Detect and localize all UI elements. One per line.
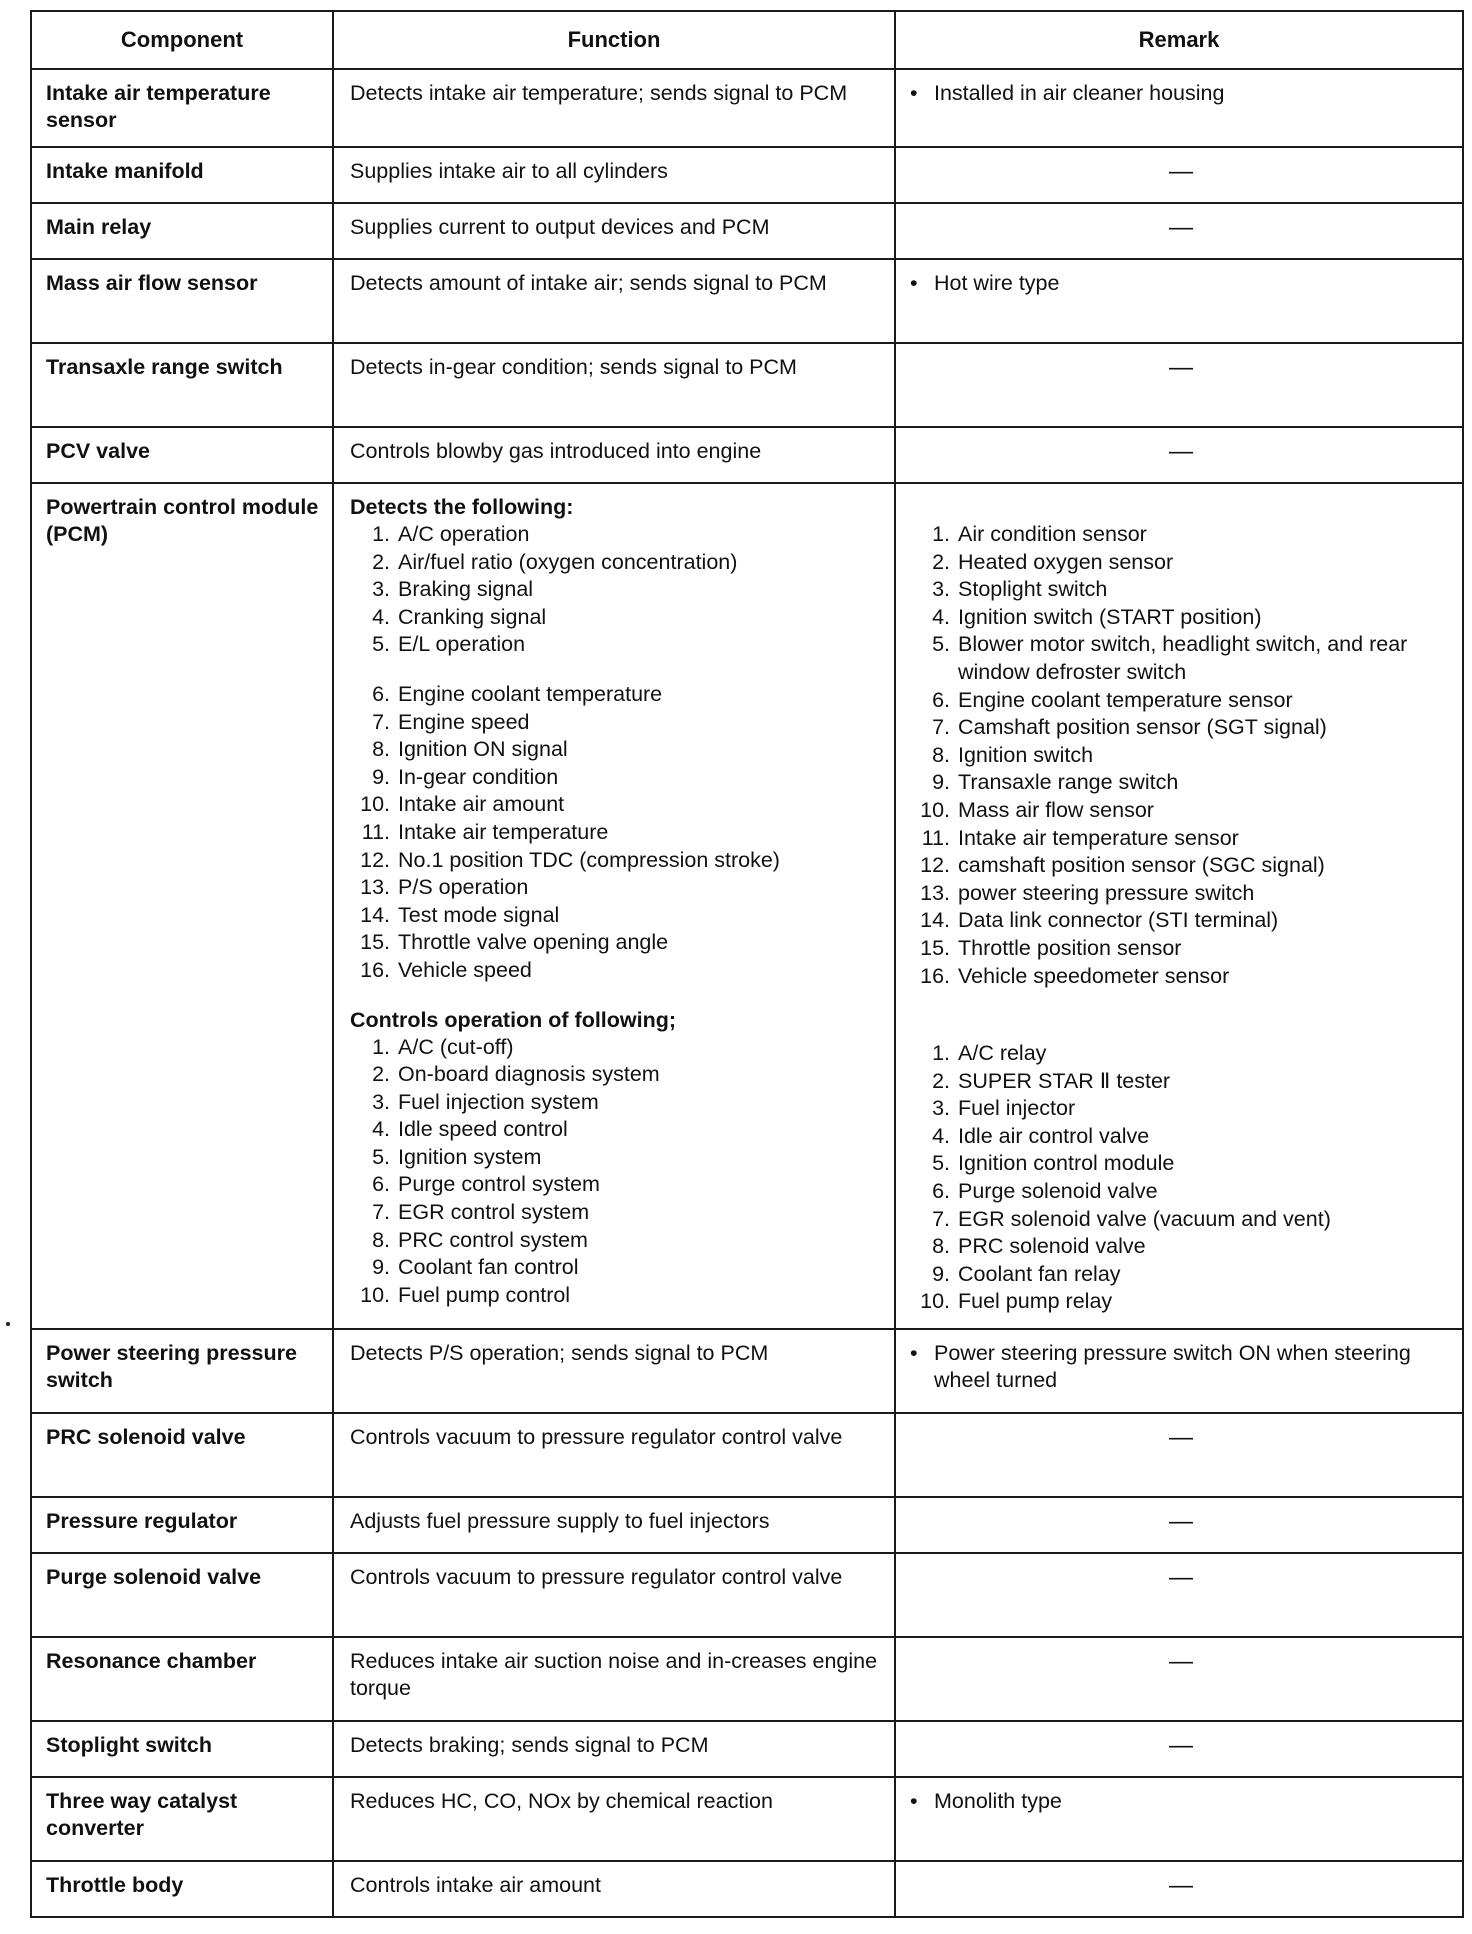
component-cell: Powertrain control module (PCM) [31, 483, 333, 1329]
component-cell: Intake manifold [31, 147, 333, 203]
table-row [31, 1329, 1463, 1413]
list-item-number: 1. [932, 1041, 950, 1066]
list-item-number: 13. [360, 875, 390, 900]
list-item-number: 3. [372, 577, 390, 602]
list-item [350, 1227, 884, 1255]
component-cell: Mass air flow sensor [31, 259, 333, 343]
table-row [31, 427, 1463, 483]
list-item-text: Vehicle speedometer sensor [958, 963, 1230, 988]
list-item-number: 15. [920, 935, 950, 960]
list-item-number: 2. [932, 549, 950, 574]
list-item [350, 1254, 884, 1282]
list-item-text: Test mode signal [398, 902, 560, 927]
list-item-text: Fuel pump relay [958, 1289, 1113, 1314]
list-item [350, 576, 884, 604]
pcm-detects-list [350, 521, 884, 659]
list-item [350, 847, 884, 875]
list-item-text: Engine coolant temperature sensor [958, 687, 1293, 712]
function-cell: Detects amount of intake air; sends signal to PCM [333, 259, 895, 343]
list-item-text: A/C relay [958, 1041, 1047, 1066]
pcm-detect-sources-list [910, 521, 1452, 990]
list-item-text: Mass air flow sensor [958, 797, 1154, 822]
list-item-text: Vehicle speed [398, 957, 532, 982]
list-item [910, 963, 1452, 991]
list-item [910, 880, 1452, 908]
table-row [31, 1861, 1463, 1917]
pcm-function-cell [333, 483, 895, 1329]
pcm-controls-list [350, 1034, 884, 1310]
remark-dash: — [895, 203, 1463, 259]
list-item-number: 13. [920, 880, 950, 905]
list-item [910, 714, 1452, 742]
list-item [350, 521, 884, 549]
table-row [31, 1637, 1463, 1721]
list-item [350, 549, 884, 577]
remark-dash: — [895, 1861, 1463, 1917]
list-item-text: No.1 position TDC (compression stroke) [398, 847, 780, 872]
component-cell: Transaxle range switch [31, 343, 333, 427]
remark-text: Monolith type [934, 1789, 1062, 1814]
list-item [350, 874, 884, 902]
list-item-number: 5. [372, 632, 390, 657]
list-item-number: 7. [372, 1200, 390, 1225]
list-item-number: 15. [360, 930, 390, 955]
list-item-text: Fuel injection system [398, 1089, 599, 1114]
list-item-text: E/L operation [398, 632, 526, 657]
list-item-text: Intake air temperature [398, 819, 609, 844]
list-item [910, 1233, 1452, 1261]
remark-text: Installed in air cleaner housing [934, 81, 1225, 105]
list-item-text: Ignition ON signal [398, 737, 568, 762]
list-item-number: 7. [372, 709, 390, 734]
table-row [31, 1553, 1463, 1637]
function-cell: Detects intake air temperature; sends signal to PCM [333, 69, 895, 147]
table-row-pcm [31, 483, 1463, 1329]
list-item-number: 8. [932, 1234, 950, 1259]
function-cell: Reduces intake air suction noise and in-creases engine torque [333, 1637, 895, 1721]
list-item [910, 1150, 1452, 1178]
list-item-number: 3. [372, 1089, 390, 1114]
list-item-number: 6. [932, 687, 950, 712]
list-item [910, 769, 1452, 797]
list-item-text: Throttle valve opening angle [398, 930, 669, 955]
list-item-text: Purge control system [398, 1172, 600, 1197]
component-cell: Three way catalyst converter [31, 1777, 333, 1861]
list-item-number: 7. [932, 715, 950, 740]
list-item-text: Coolant fan control [398, 1255, 579, 1280]
list-item-text: Intake air temperature sensor [958, 825, 1239, 850]
list-item-text: Air/fuel ratio (oxygen concentration) [398, 549, 738, 574]
list-item-number: 11. [921, 825, 950, 850]
list-item-number: 14. [360, 902, 390, 927]
remark-dash: — [895, 1637, 1463, 1721]
remark-dash: — [895, 343, 1463, 427]
list-item [350, 957, 884, 985]
list-item-number: 8. [932, 742, 950, 767]
list-item [910, 935, 1452, 963]
list-item [350, 902, 884, 930]
list-item [350, 1116, 884, 1144]
list-item-text: SUPER STAR Ⅱ tester [958, 1068, 1171, 1093]
list-item-number: 9. [932, 1261, 950, 1286]
list-item [350, 681, 884, 709]
component-cell: Stoplight switch [31, 1721, 333, 1777]
list-item-number: 12. [360, 847, 390, 872]
component-cell: Purge solenoid valve [31, 1553, 333, 1637]
list-item [910, 687, 1452, 715]
table-row [31, 343, 1463, 427]
list-item [350, 1171, 884, 1199]
list-item-number: 8. [372, 1227, 390, 1252]
component-cell: Power steering pressure switch [31, 1329, 333, 1413]
remark-dash: — [895, 1497, 1463, 1553]
controls-heading: Controls operation of following; [350, 1007, 677, 1032]
list-item [910, 797, 1452, 825]
remark-dash: — [895, 147, 1463, 203]
list-item-text: Ignition switch [958, 742, 1094, 767]
table-row [31, 259, 1463, 343]
header-component: Component [31, 11, 333, 69]
remark-cell: • Monolith type [895, 1777, 1463, 1861]
list-item-text: power steering pressure switch [958, 880, 1255, 905]
scan-speck [6, 1322, 10, 1326]
remark-text: Hot wire type [934, 271, 1060, 295]
list-item-text: Ignition system [398, 1144, 542, 1169]
function-cell: Detects P/S operation; sends signal to PCM [333, 1329, 895, 1413]
list-item-number: 12. [920, 853, 950, 878]
list-item-text: Idle speed control [398, 1117, 568, 1142]
function-cell: Detects in-gear condition; sends signal to PCM [333, 343, 895, 427]
list-item [350, 1144, 884, 1172]
list-item-number: 10. [360, 1282, 390, 1307]
function-cell: Controls vacuum to pressure regulator control valve [333, 1413, 895, 1497]
list-item-number: 11. [361, 819, 390, 844]
list-item-number: 10. [920, 797, 950, 822]
list-item [910, 742, 1452, 770]
list-item-text: PRC solenoid valve [958, 1234, 1146, 1259]
list-item-text: Intake air amount [398, 792, 565, 817]
list-item-text: Cranking signal [398, 604, 547, 629]
list-item-number: 5. [932, 632, 950, 657]
list-item-number: 2. [372, 1062, 390, 1087]
component-cell: Intake air temperature sensor [31, 69, 333, 147]
list-item [910, 1206, 1452, 1234]
remark-cell: • Hot wire type [895, 259, 1463, 343]
list-item [910, 1123, 1452, 1151]
list-item-number: 9. [372, 764, 390, 789]
list-item [910, 1288, 1452, 1316]
list-item-number: 14. [920, 908, 950, 933]
table-row [31, 147, 1463, 203]
list-item-text: Engine coolant temperature [398, 681, 663, 706]
list-item-number: 16. [360, 957, 390, 982]
list-item-text: Stoplight switch [958, 577, 1108, 602]
list-item-number: 6. [372, 1172, 390, 1197]
list-item-number: 1. [372, 1034, 390, 1059]
table-row [31, 203, 1463, 259]
list-item-number: 5. [932, 1151, 950, 1176]
remark-dash: — [895, 1553, 1463, 1637]
list-item-text: Data link connector (STI terminal) [958, 908, 1279, 933]
list-item-number: 1. [372, 522, 390, 546]
component-cell: Resonance chamber [31, 1637, 333, 1721]
list-item-text: Engine speed [398, 709, 530, 734]
list-item [350, 819, 884, 847]
list-item [910, 631, 1452, 686]
table-row [31, 1497, 1463, 1553]
component-cell: PRC solenoid valve [31, 1413, 333, 1497]
remark-cell: • Power steering pressure switch ON when steering wheel turned [895, 1329, 1463, 1413]
list-item [350, 709, 884, 737]
list-item-number: 7. [932, 1206, 950, 1231]
list-item [350, 1061, 884, 1089]
list-item [910, 907, 1452, 935]
list-item-number: 3. [932, 577, 950, 602]
list-item [350, 604, 884, 632]
list-item-number: 6. [372, 681, 390, 706]
detects-heading: Detects the following: [350, 495, 574, 519]
list-item-text: A/C operation [398, 522, 530, 546]
list-item-number: 6. [932, 1179, 950, 1204]
list-item-number: 9. [932, 770, 950, 795]
list-item-number: 1. [932, 522, 950, 546]
component-cell: Main relay [31, 203, 333, 259]
list-item [910, 1040, 1452, 1068]
list-item-text: Ignition control module [958, 1151, 1175, 1176]
function-cell: Controls intake air amount [333, 1861, 895, 1917]
list-item-number: 9. [372, 1255, 390, 1280]
header-row [31, 11, 1463, 69]
table-row [31, 1413, 1463, 1497]
list-item [350, 791, 884, 819]
remark-dash: — [895, 1721, 1463, 1777]
list-item [910, 604, 1452, 632]
list-item-number: 16. [920, 963, 950, 988]
pcm-control-targets-list [910, 1040, 1452, 1316]
list-item-text: Ignition switch (START position) [958, 604, 1262, 629]
list-item-text: EGR control system [398, 1200, 590, 1225]
list-item-text: Braking signal [398, 577, 534, 602]
header-function: Function [333, 11, 895, 69]
list-item-text: EGR solenoid valve (vacuum and vent) [958, 1206, 1331, 1231]
list-item-number: 4. [372, 604, 390, 629]
component-cell: Throttle body [31, 1861, 333, 1917]
pcm-remark-cell [895, 483, 1463, 1329]
header-remark: Remark [895, 11, 1463, 69]
remark-dash: — [895, 427, 1463, 483]
list-item [910, 521, 1452, 549]
list-item-text: In-gear condition [398, 764, 559, 789]
table-row [31, 69, 1463, 147]
list-item [350, 736, 884, 764]
list-item-text: Coolant fan relay [958, 1261, 1121, 1286]
function-cell: Reduces HC, CO, NOx by chemical reaction [333, 1777, 895, 1861]
list-item-number: 2. [932, 1068, 950, 1093]
list-item-text: A/C (cut-off) [398, 1034, 514, 1059]
list-item [910, 825, 1452, 853]
list-item [910, 1261, 1452, 1289]
component-function-table [30, 10, 1464, 1918]
list-item-text: Camshaft position sensor (SGT signal) [958, 715, 1327, 740]
remark-text: Power steering pressure switch ON when steering wheel turned [934, 1341, 1411, 1393]
function-cell: Adjusts fuel pressure supply to fuel injectors [333, 1497, 895, 1553]
list-item-text: Transaxle range switch [958, 770, 1179, 795]
list-item-text: Fuel pump control [398, 1282, 571, 1307]
list-item [350, 929, 884, 957]
list-item-number: 5. [372, 1144, 390, 1169]
list-item [350, 1089, 884, 1117]
list-item-number: 4. [932, 1123, 950, 1148]
list-item [350, 631, 884, 659]
function-cell: Supplies intake air to all cylinders [333, 147, 895, 203]
list-item [350, 1282, 884, 1310]
list-item-number: 4. [932, 604, 950, 629]
list-item [910, 852, 1452, 880]
component-cell: PCV valve [31, 427, 333, 483]
list-item-number: 3. [932, 1096, 950, 1121]
list-item [910, 549, 1452, 577]
pcm-detects-list-cont [350, 681, 884, 985]
component-cell: Pressure regulator [31, 1497, 333, 1553]
list-item [910, 1178, 1452, 1206]
list-item [350, 1034, 884, 1062]
list-item-text: On-board diagnosis system [398, 1062, 660, 1087]
list-item-text: Air condition sensor [958, 522, 1147, 546]
list-item-text: Heated oxygen sensor [958, 549, 1174, 574]
list-item-text: Idle air control valve [958, 1123, 1150, 1148]
list-item-number: 4. [372, 1117, 390, 1142]
list-item-text: camshaft position sensor (SGC signal) [958, 853, 1325, 878]
list-item-text: Purge solenoid valve [958, 1179, 1158, 1204]
function-cell: Controls vacuum to pressure regulator control valve [333, 1553, 895, 1637]
component-table-sheet [30, 10, 1462, 1918]
list-item [910, 1068, 1452, 1096]
function-cell: Controls blowby gas introduced into engine [333, 427, 895, 483]
function-cell: Supplies current to output devices and PCM [333, 203, 895, 259]
list-item-text: Throttle position sensor [958, 935, 1182, 960]
list-item-text: PRC control system [398, 1227, 588, 1252]
list-item-text: Fuel injector [958, 1096, 1076, 1121]
list-item [910, 576, 1452, 604]
remark-cell: • Installed in air cleaner housing [895, 69, 1463, 147]
list-item-text: Blower motor switch, headlight switch, and rear window defroster switch [958, 632, 1408, 684]
list-item-text: P/S operation [398, 875, 529, 900]
table-row [31, 1777, 1463, 1861]
list-item [350, 1199, 884, 1227]
list-item [910, 1095, 1452, 1123]
function-cell: Detects braking; sends signal to PCM [333, 1721, 895, 1777]
list-item-number: 8. [372, 737, 390, 762]
table-row [31, 1721, 1463, 1777]
list-item-number: 2. [372, 549, 390, 574]
list-item [350, 764, 884, 792]
list-item-number: 10. [920, 1289, 950, 1314]
list-item-number: 10. [360, 792, 390, 817]
remark-dash: — [895, 1413, 1463, 1497]
